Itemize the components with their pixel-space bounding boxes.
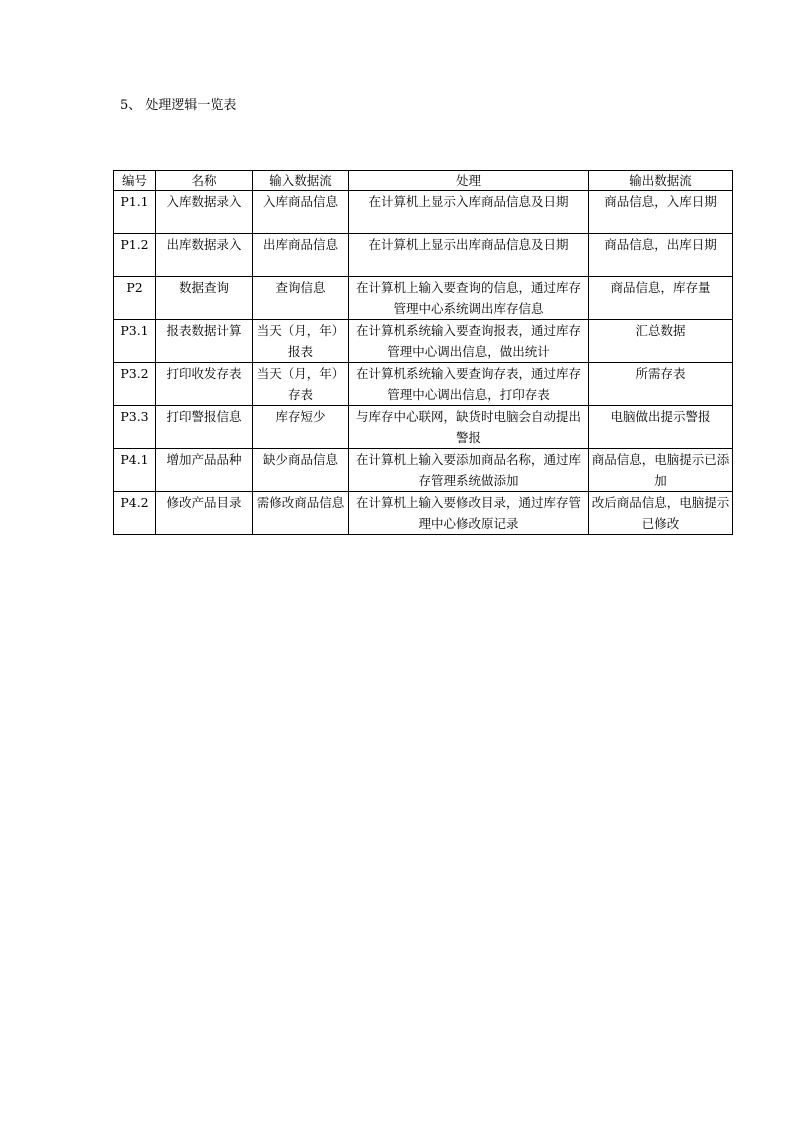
cell-process: 在计算机上输入要修改目录，通过库存管理中心修改原记录 xyxy=(349,492,589,535)
cell-name: 打印收发存表 xyxy=(156,363,253,406)
table-row xyxy=(114,277,733,320)
cell-name: 出库数据录入 xyxy=(156,234,253,277)
cell-output: 商品信息，出库日期 xyxy=(589,234,733,277)
cell-process: 在计算机上输入要添加商品名称，通过库存管理系统做添加 xyxy=(349,449,589,492)
cell-id: P3.1 xyxy=(114,320,156,363)
cell-name: 打印警报信息 xyxy=(156,406,253,449)
cell-input: 出库商品信息 xyxy=(253,234,349,277)
cell-id: P1.2 xyxy=(114,234,156,277)
cell-id: P3.2 xyxy=(114,363,156,406)
cell-id: P4.2 xyxy=(114,492,156,535)
table-row xyxy=(114,449,733,492)
processing-logic-table xyxy=(113,170,733,535)
table-row xyxy=(114,320,733,363)
cell-input: 需修改商品信息 xyxy=(253,492,349,535)
cell-input: 当天（月，年）存表 xyxy=(253,363,349,406)
cell-process: 与库存中心联网，缺货时电脑会自动提出警报 xyxy=(349,406,589,449)
cell-id: P4.1 xyxy=(114,449,156,492)
cell-name: 数据查询 xyxy=(156,277,253,320)
table-row xyxy=(114,234,733,277)
cell-input: 缺少商品信息 xyxy=(253,449,349,492)
cell-output: 所需存表 xyxy=(589,363,733,406)
cell-input: 查询信息 xyxy=(253,277,349,320)
cell-name: 修改产品目录 xyxy=(156,492,253,535)
cell-process: 在计算机系统输入要查询报表，通过库存管理中心调出信息，做出统计 xyxy=(349,320,589,363)
table-header-row xyxy=(114,171,733,191)
header-id: 编号 xyxy=(114,171,156,191)
cell-name: 入库数据录入 xyxy=(156,191,253,234)
table-row xyxy=(114,406,733,449)
cell-id: P2 xyxy=(114,277,156,320)
cell-process: 在计算机上输入要查询的信息，通过库存管理中心系统调出库存信息 xyxy=(349,277,589,320)
cell-id: P3.3 xyxy=(114,406,156,449)
table-row xyxy=(114,191,733,234)
header-name: 名称 xyxy=(156,171,253,191)
cell-process: 在计算机上显示出库商品信息及日期 xyxy=(349,234,589,277)
cell-process: 在计算机上显示入库商品信息及日期 xyxy=(349,191,589,234)
header-input: 输入数据流 xyxy=(253,171,349,191)
cell-output: 商品信息，库存量 xyxy=(589,277,733,320)
header-output: 输出数据流 xyxy=(589,171,733,191)
cell-input: 库存短少 xyxy=(253,406,349,449)
cell-output: 电脑做出提示警报 xyxy=(589,406,733,449)
cell-input: 当天（月，年）报表 xyxy=(253,320,349,363)
cell-output: 商品信息，入库日期 xyxy=(589,191,733,234)
cell-process: 在计算机系统输入要查询存表，通过库存管理中心调出信息，打印存表 xyxy=(349,363,589,406)
cell-name: 增加产品品种 xyxy=(156,449,253,492)
section-heading: 5、 处理逻辑一览表 xyxy=(120,98,237,113)
cell-output: 商品信息，电脑提示已添加 xyxy=(589,449,733,492)
cell-output: 改后商品信息，电脑提示已修改 xyxy=(589,492,733,535)
header-process: 处理 xyxy=(349,171,589,191)
cell-name: 报表数据计算 xyxy=(156,320,253,363)
cell-id: P1.1 xyxy=(114,191,156,234)
cell-output: 汇总数据 xyxy=(589,320,733,363)
table-row xyxy=(114,363,733,406)
table-row xyxy=(114,492,733,535)
cell-input: 入库商品信息 xyxy=(253,191,349,234)
